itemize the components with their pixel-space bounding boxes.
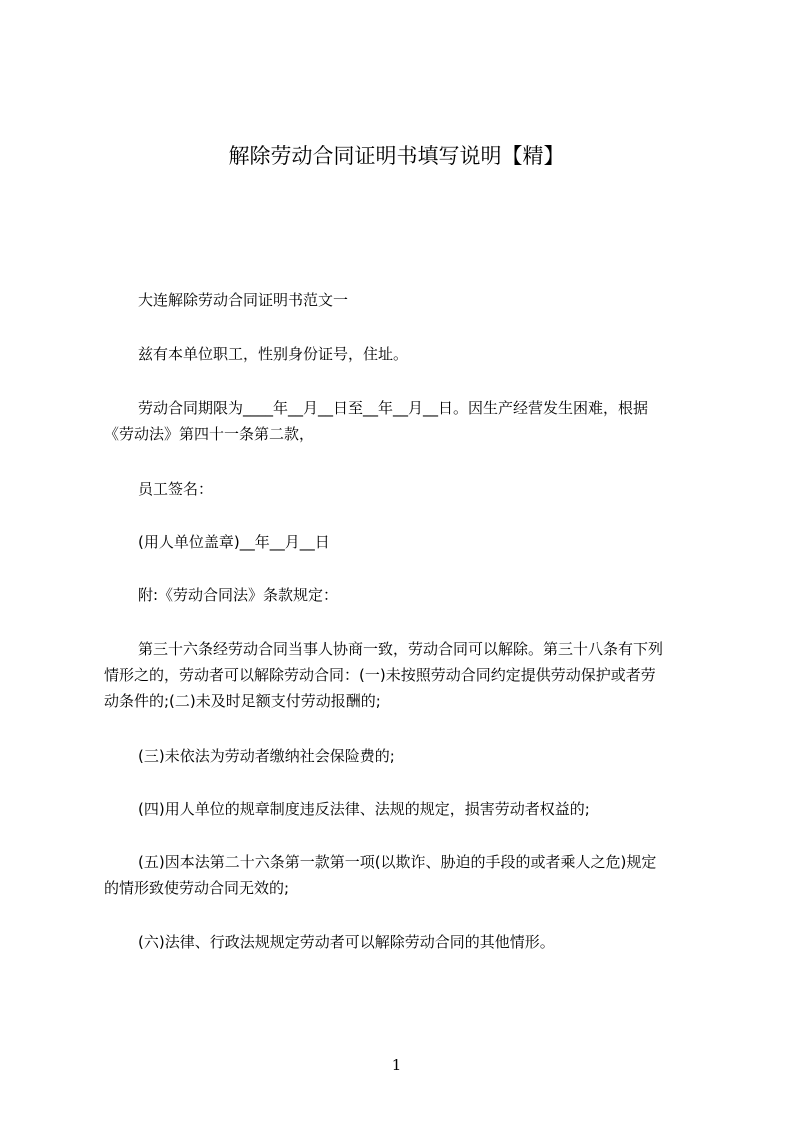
paragraph-item-3 [104, 743, 704, 769]
paragraph-item-6 [104, 929, 704, 955]
paragraph-employee-signature [104, 476, 704, 502]
paragraph-line: 第三十六条经劳动合同当事人协商一致，劳动合同可以解除。第三十八条有下列 [138, 640, 664, 658]
paragraph-contract-term [104, 395, 704, 447]
paragraph-article-36-38 [104, 636, 704, 714]
document-title: 解除劳动合同证明书填写说明【精】 [228, 144, 565, 168]
paragraph-item-5 [104, 849, 704, 901]
paragraph-line: 兹有本单位职工，性别身份证号，住址。 [138, 345, 409, 363]
paragraph-line: 大连解除劳动合同证明书范文一 [138, 291, 349, 309]
paragraph-item-4 [104, 796, 704, 822]
paragraph-sample-heading [104, 287, 704, 313]
page-number: 1 [391, 1056, 402, 1074]
paragraph-line: 动条件的;(二)未及时足额支付劳动报酬的; [104, 692, 381, 710]
paragraph-line: (四)用人单位的规章制度违反法律、法规的规定，损害劳动者权益的; [138, 800, 590, 818]
paragraph-employer-seal [104, 529, 704, 555]
paragraph-line: 劳动合同期限为____年__月__日至__年__月__日。因生产经营发生困难，根据 [138, 399, 649, 417]
paragraph-line: 情形之的，劳动者可以解除劳动合同：(一)未按照劳动合同约定提供劳动保护或者劳 [104, 666, 656, 684]
paragraph-line: 附:《劳动合同法》条款规定： [138, 586, 339, 604]
paragraph-line: (用人单位盖章)__年__月__日 [138, 533, 330, 551]
paragraph-line: (六)法律、行政法规规定劳动者可以解除劳动合同的其他情形。 [138, 933, 555, 951]
paragraph-appendix [104, 582, 704, 608]
paragraph-line: 的情形致使劳动合同无效的; [104, 879, 290, 897]
paragraph-line: (五)因本法第二十六条第一款第一项(以欺诈、胁迫的手段的或者乘人之危)规定 [138, 853, 657, 871]
paragraph-line: 《劳动法》第四十一条第二款， [104, 425, 315, 443]
paragraph-employee-info [104, 341, 704, 367]
paragraph-line: 员工签名： [138, 480, 214, 498]
paragraph-line: (三)未依法为劳动者缴纳社会保险费的; [138, 747, 395, 765]
